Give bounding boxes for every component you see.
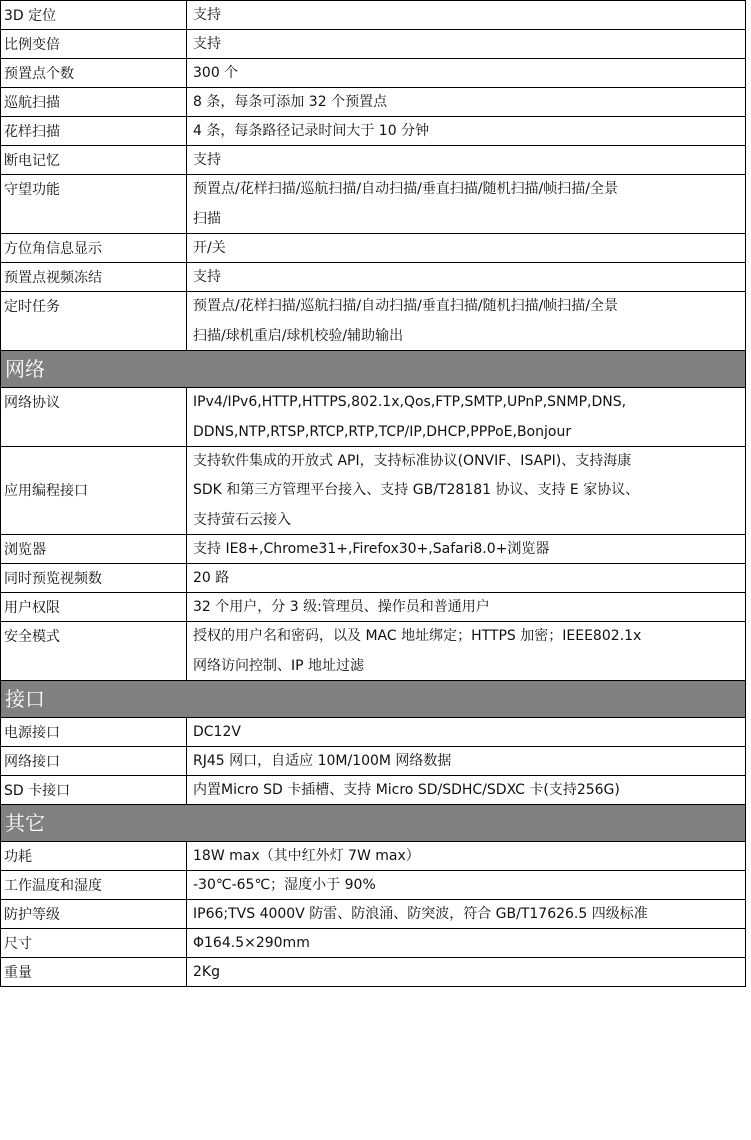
row-label: 预置点个数	[1, 59, 187, 87]
table-row	[0, 88, 746, 117]
row-label: 应用编程接口	[1, 447, 187, 534]
row-label: 网络协议	[1, 388, 187, 446]
table-row	[0, 842, 746, 871]
row-value	[187, 292, 745, 350]
table-row	[0, 388, 746, 447]
row-value	[187, 234, 745, 262]
table-row	[0, 1, 746, 30]
row-label: SD 卡接口	[1, 776, 187, 804]
row-value	[187, 593, 745, 621]
row-value	[187, 718, 745, 746]
table-row	[0, 117, 746, 146]
row-value	[187, 842, 745, 870]
row-value	[187, 117, 745, 145]
table-row	[0, 30, 746, 59]
value-line: 扫描	[193, 210, 221, 227]
row-label: 同时预览视频数	[1, 564, 187, 592]
row-value	[187, 388, 745, 446]
value-line: 300 个	[193, 65, 239, 81]
section-header: 网络	[0, 351, 746, 388]
row-value	[187, 30, 745, 58]
value-line: 4 条，每条路径记录时间大于 10 分钟	[193, 123, 430, 139]
table-row	[0, 747, 746, 776]
value-line: 支持软件集成的开放式 API，支持标准协议(ONVIF、ISAPI)、支持海康	[193, 453, 632, 469]
row-label: 巡航扫描	[1, 88, 187, 116]
value-line: 支持萤石云接入	[193, 511, 291, 528]
row-value	[187, 146, 745, 174]
row-value	[187, 263, 745, 291]
table-row	[0, 146, 746, 175]
row-value	[187, 958, 745, 986]
row-value	[187, 88, 745, 116]
value-line: Φ164.5×290mm	[193, 935, 310, 951]
table-row	[0, 622, 746, 681]
row-value	[187, 59, 745, 87]
value-line: 2Kg	[193, 964, 220, 980]
table-row	[0, 776, 746, 805]
table-row	[0, 447, 746, 535]
row-value	[187, 1, 745, 29]
row-value	[187, 900, 745, 928]
value-line: SDK 和第三方管理平台接入、支持 GB/T28181 协议、支持 E 家协议、	[193, 482, 640, 499]
value-line: 授权的用户名和密码，以及 MAC 地址绑定；HTTPS 加密；IEEE802.1x	[193, 628, 642, 644]
section-header: 接口	[0, 681, 746, 718]
row-label: 花样扫描	[1, 117, 187, 145]
table-row	[0, 535, 746, 564]
value-line: 预置点/花样扫描/巡航扫描/自动扫描/垂直扫描/随机扫描/帧扫描/全景	[193, 298, 619, 314]
row-label: 定时任务	[1, 292, 187, 350]
value-line: DDNS,NTP,RTSP,RTCP,RTP,TCP/IP,DHCP,PPPoE,Bonjour	[193, 423, 572, 440]
row-label: 3D 定位	[1, 1, 187, 29]
row-label: 防护等级	[1, 900, 187, 928]
value-line: 支持 IE8+,Chrome31+,Firefox30+,Safari8.0+浏览器	[193, 541, 550, 557]
row-label: 尺寸	[1, 929, 187, 957]
row-value	[187, 564, 745, 592]
value-line: 扫描/球机重启/球机校验/辅助输出	[193, 327, 404, 344]
table-row	[0, 958, 746, 987]
value-line: 内置Micro SD 卡插槽、支持 Micro SD/SDHC/SDXC 卡(支持256G)	[193, 782, 620, 798]
row-value	[187, 747, 745, 775]
row-value	[187, 622, 745, 680]
row-label: 比例变倍	[1, 30, 187, 58]
table-row	[0, 263, 746, 292]
table-row	[0, 564, 746, 593]
value-line: 18W max（其中红外灯 7W max）	[193, 848, 420, 864]
row-value	[187, 871, 745, 899]
row-label: 方位角信息显示	[1, 234, 187, 262]
row-value	[187, 929, 745, 957]
row-value	[187, 535, 745, 563]
value-line: 支持	[193, 269, 221, 285]
value-line: -30℃-65℃；湿度小于 90%	[193, 877, 376, 893]
table-row	[0, 234, 746, 263]
value-line: 20 路	[193, 570, 230, 586]
table-row	[0, 929, 746, 958]
table-row	[0, 175, 746, 234]
value-line: 网络访问控制、IP 地址过滤	[193, 657, 365, 674]
table-row	[0, 292, 746, 351]
value-line: 32 个用户，分 3 级:管理员、操作员和普通用户	[193, 599, 490, 615]
row-value	[187, 447, 745, 534]
value-line: RJ45 网口，自适应 10M/100M 网络数据	[193, 753, 452, 769]
row-label: 守望功能	[1, 175, 187, 233]
row-label: 浏览器	[1, 535, 187, 563]
value-line: DC12V	[193, 724, 241, 740]
value-line: 支持	[193, 36, 221, 52]
value-line: IP66;TVS 4000V 防雷、防浪涌、防突波，符合 GB/T17626.5 四级标准	[193, 906, 648, 922]
value-line: 支持	[193, 152, 221, 168]
row-label: 重量	[1, 958, 187, 986]
table-row	[0, 718, 746, 747]
value-line: 预置点/花样扫描/巡航扫描/自动扫描/垂直扫描/随机扫描/帧扫描/全景	[193, 181, 619, 197]
row-label: 断电记忆	[1, 146, 187, 174]
table-row	[0, 59, 746, 88]
section-header: 其它	[0, 805, 746, 842]
row-label: 功耗	[1, 842, 187, 870]
row-label: 网络接口	[1, 747, 187, 775]
value-line: 支持	[193, 7, 221, 23]
row-label: 工作温度和湿度	[1, 871, 187, 899]
row-label: 安全模式	[1, 622, 187, 680]
row-label: 预置点视频冻结	[1, 263, 187, 291]
value-line: 开/关	[193, 240, 226, 256]
row-value	[187, 776, 745, 804]
row-value	[187, 175, 745, 233]
table-row	[0, 900, 746, 929]
row-label: 电源接口	[1, 718, 187, 746]
value-line: IPv4/IPv6,HTTP,HTTPS,802.1x,Qos,FTP,SMTP,UPnP,SNMP,DNS,	[193, 394, 627, 410]
table-row	[0, 593, 746, 622]
value-line: 8 条，每条可添加 32 个预置点	[193, 94, 388, 110]
row-label: 用户权限	[1, 593, 187, 621]
table-row	[0, 871, 746, 900]
